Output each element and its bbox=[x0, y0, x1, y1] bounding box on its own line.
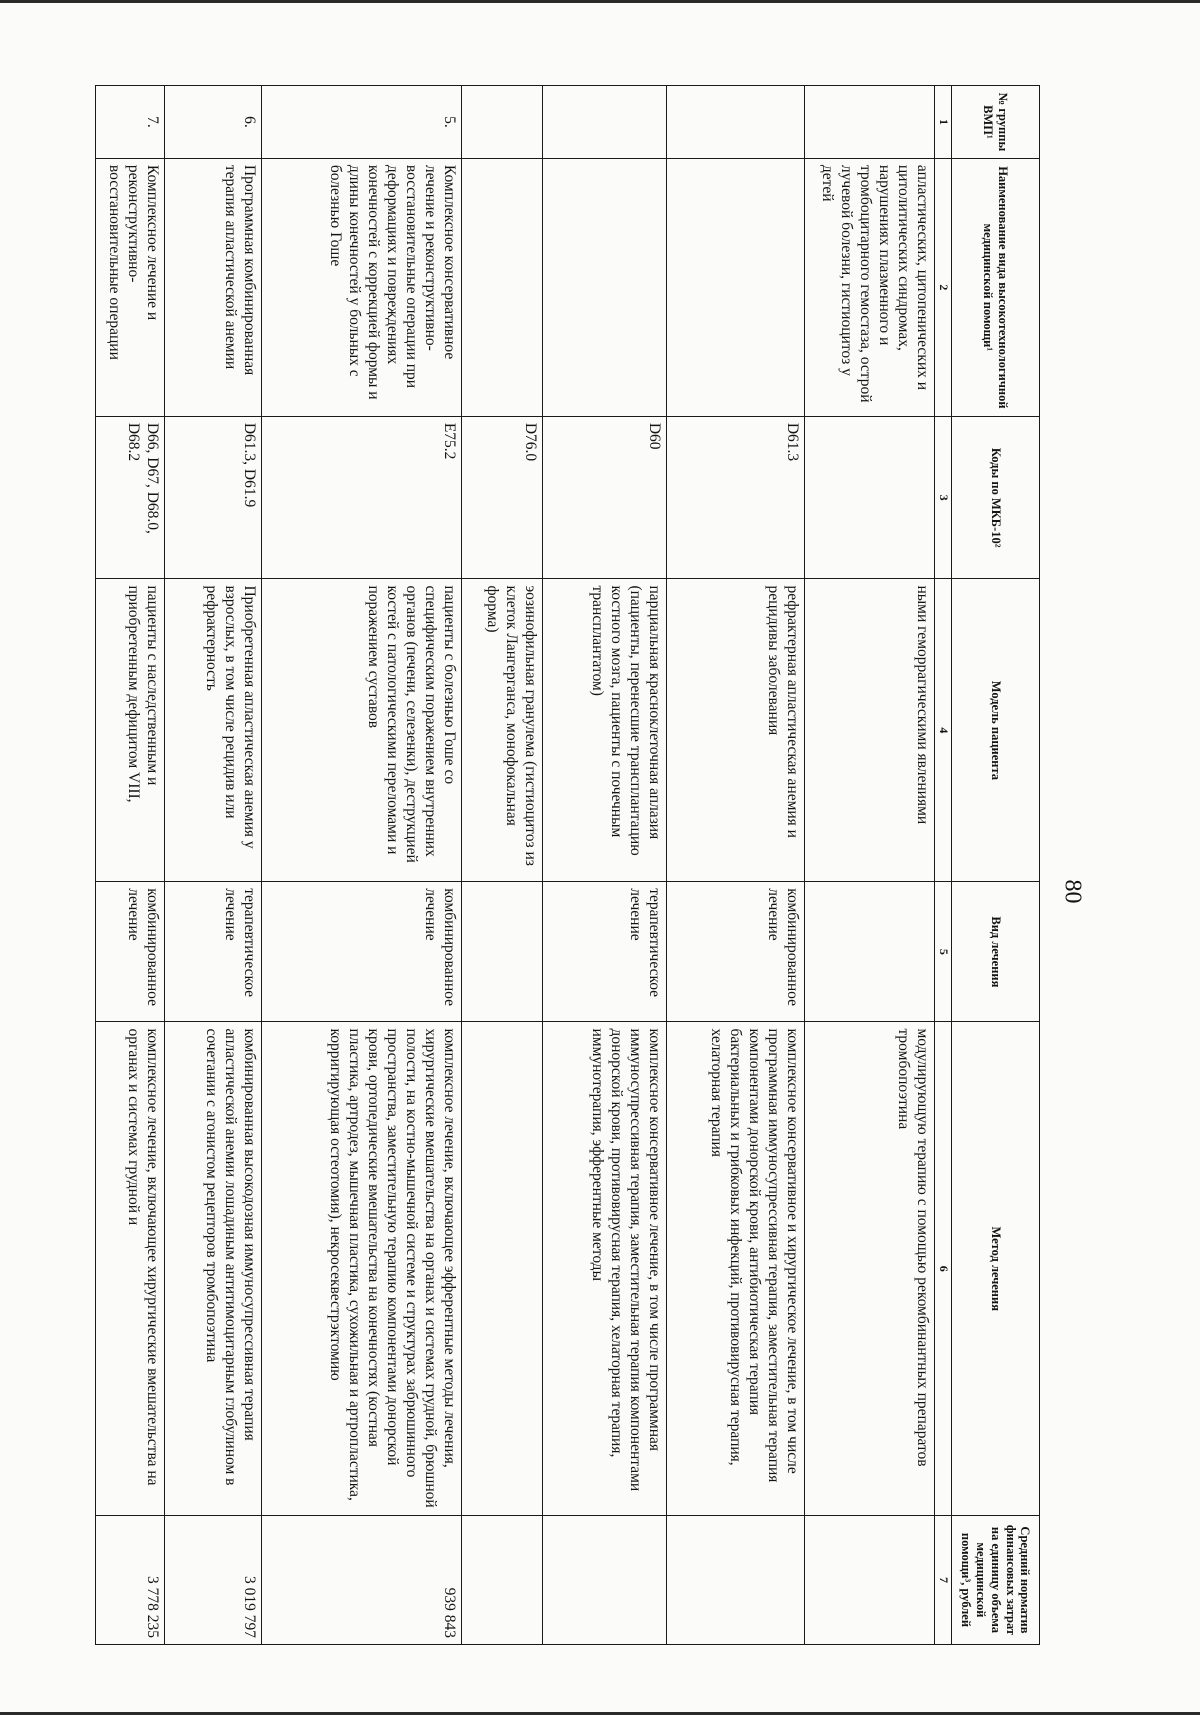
vmp-name: апластических, цитопенических и цитолитических синдромах, нарушениях плазменного и тромбоцитарного гемостаза, острой лучевой болезни, гистиоцитоз у детей bbox=[804, 158, 934, 416]
patient-model: пациенты с наследственным и приобретенным дефицитом VIII, bbox=[96, 579, 165, 882]
column-number: 1 bbox=[934, 86, 951, 159]
header-vmp-name: Наименование вида высокотехнологичной медицинской помощи¹ bbox=[952, 158, 1040, 416]
vmp-name bbox=[666, 158, 804, 416]
cost-value bbox=[461, 1515, 542, 1644]
group-number bbox=[666, 86, 804, 159]
table-row bbox=[96, 86, 165, 1645]
header-group-number: № группы ВМП¹ bbox=[952, 86, 1040, 159]
treatment-method: комплексное консервативное и хирургическое лечение, в том числе программная иммуносупрессивная терапия, заместительная терапия компонентами донорской крови, антибиотическая терапия бактериальных и грибковых инфекций, противовирусная терапия, хелаторная терапия bbox=[666, 1022, 804, 1515]
treatment-type: терапевтическое лечение bbox=[164, 882, 261, 1022]
column-number: 6 bbox=[934, 1022, 951, 1515]
patient-model: рефрактерная апластическая анемия и рецидивы заболевания bbox=[666, 579, 804, 882]
cost-value: 939 843 bbox=[261, 1515, 461, 1644]
header-row bbox=[952, 86, 1040, 1645]
icd-codes: D61.3 bbox=[666, 416, 804, 579]
vmp-name bbox=[461, 158, 542, 416]
treatment-method: комплексное консервативное лечение, в том числе программная иммуносупрессивная терапия, заместительная терапия компонентами донорской крови, противовирусная терапия, хелаторная терапия, иммунотерапия, эфферентные методы bbox=[542, 1022, 666, 1515]
vmp-name bbox=[542, 158, 666, 416]
group-number: 7. bbox=[96, 86, 165, 159]
treatment-type: комбинированное лечение bbox=[666, 882, 804, 1022]
group-number bbox=[461, 86, 542, 159]
treatment-method bbox=[461, 1022, 542, 1515]
scan-edge-top bbox=[0, 0, 1200, 3]
patient-model: Приобретенная апластическая анемия у взрослых, в том числе рецидив или рефрактерность bbox=[164, 579, 261, 882]
column-number: 2 bbox=[934, 158, 951, 416]
icd-codes: D61.3, D61.9 bbox=[164, 416, 261, 579]
treatment-type bbox=[461, 882, 542, 1022]
table-row bbox=[666, 86, 804, 1645]
table-row bbox=[261, 86, 461, 1645]
cost-value bbox=[542, 1515, 666, 1644]
header-icd-codes: Коды по МКБ-10² bbox=[952, 416, 1040, 579]
patient-model: парциальная красноклеточная аплазия (пациенты, перенесшие трансплантацию костного мозга, пациенты с почечным трансплантатом) bbox=[542, 579, 666, 882]
header-cost-standard: Средний норматив финансовых затрат на единицу объема медицинской помощи³, рублей bbox=[952, 1515, 1040, 1644]
patient-model: ными геморрагическими явлениями bbox=[804, 579, 934, 882]
patient-model: пациенты с болезнью Гоше со специфическим поражением внутренних органов (печени, селезенки), деструкцией костей с патологическими переломами и поражением суставов bbox=[261, 579, 461, 882]
column-number: 5 bbox=[934, 882, 951, 1022]
icd-codes: D66, D67, D68.0, D68.2 bbox=[96, 416, 165, 579]
column-number: 7 bbox=[934, 1515, 951, 1644]
cost-value bbox=[666, 1515, 804, 1644]
treatment-type bbox=[804, 882, 934, 1022]
page-number: 80 bbox=[1059, 879, 1086, 904]
cost-value bbox=[804, 1515, 934, 1644]
vmp-name: Программная комбинированная терапия апластической анемии bbox=[164, 158, 261, 416]
icd-codes: D76.0 bbox=[461, 416, 542, 579]
icd-codes bbox=[804, 416, 934, 579]
rotated-page-content bbox=[95, 85, 1040, 1645]
group-number bbox=[804, 86, 934, 159]
table-row bbox=[804, 86, 934, 1645]
column-number-row bbox=[934, 86, 951, 1645]
treatment-type: комбинированное лечение bbox=[261, 882, 461, 1022]
icd-codes: D60 bbox=[542, 416, 666, 579]
vmp-table bbox=[95, 85, 1040, 1645]
treatment-method: комплексное лечение, включающее хирургические вмешательства на органах и системах грудной и bbox=[96, 1022, 165, 1515]
vmp-name: Комплексное консервативное лечение и реконструктивно-восстановительные операции при деформациях и повреждениях конечностей с коррекцией формы и длины конечностей у больных с болезнью Гоше bbox=[261, 158, 461, 416]
group-number: 5. bbox=[261, 86, 461, 159]
header-patient-model: Модель пациента bbox=[952, 579, 1040, 882]
icd-codes: E75.2 bbox=[261, 416, 461, 579]
treatment-type: терапевтическое лечение bbox=[542, 882, 666, 1022]
treatment-method: модулирующую терапию с помощью рекомбинантных препаратов тромбопоэтина bbox=[804, 1022, 934, 1515]
treatment-method: комбинированная высокодозная иммуносупрессивная терапия апластической анемии лошадиным антитимоцитарным глобулином в сочетании с агонистом рецепторов тромбопоэтина bbox=[164, 1022, 261, 1515]
table-row bbox=[164, 86, 261, 1645]
header-treatment-method: Метод лечения bbox=[952, 1022, 1040, 1515]
cost-value: 3 019 797 bbox=[164, 1515, 261, 1644]
vmp-name: Комплексное лечение и реконструктивно-восстановительные операции bbox=[96, 158, 165, 416]
patient-model: эозинофильная гранулема (гистиоцитоз из клеток Лангерганса, монофокальная форма) bbox=[461, 579, 542, 882]
cost-value: 3 778 235 bbox=[96, 1515, 165, 1644]
treatment-type: комбинированное лечение bbox=[96, 882, 165, 1022]
table-row bbox=[542, 86, 666, 1645]
group-number: 6. bbox=[164, 86, 261, 159]
header-treatment-type: Вид лечения bbox=[952, 882, 1040, 1022]
column-number: 3 bbox=[934, 416, 951, 579]
column-number: 4 bbox=[934, 579, 951, 882]
group-number bbox=[542, 86, 666, 159]
treatment-method: комплексное лечение, включающее эфферентные методы лечения, хирургические вмешательства на органах и системах грудной, брюшной полости, на костно-мышечной системе и структурах забрюшинного пространства, заместительную терапию компонентами донорской крови, ортопедические вмешательства на конечностях (костная пластика, артродез, мышечная пластика, сухожильная и артропластика, корригирующая остеотомия), некросеквестрэктомию bbox=[261, 1022, 461, 1515]
table-row bbox=[461, 86, 542, 1645]
